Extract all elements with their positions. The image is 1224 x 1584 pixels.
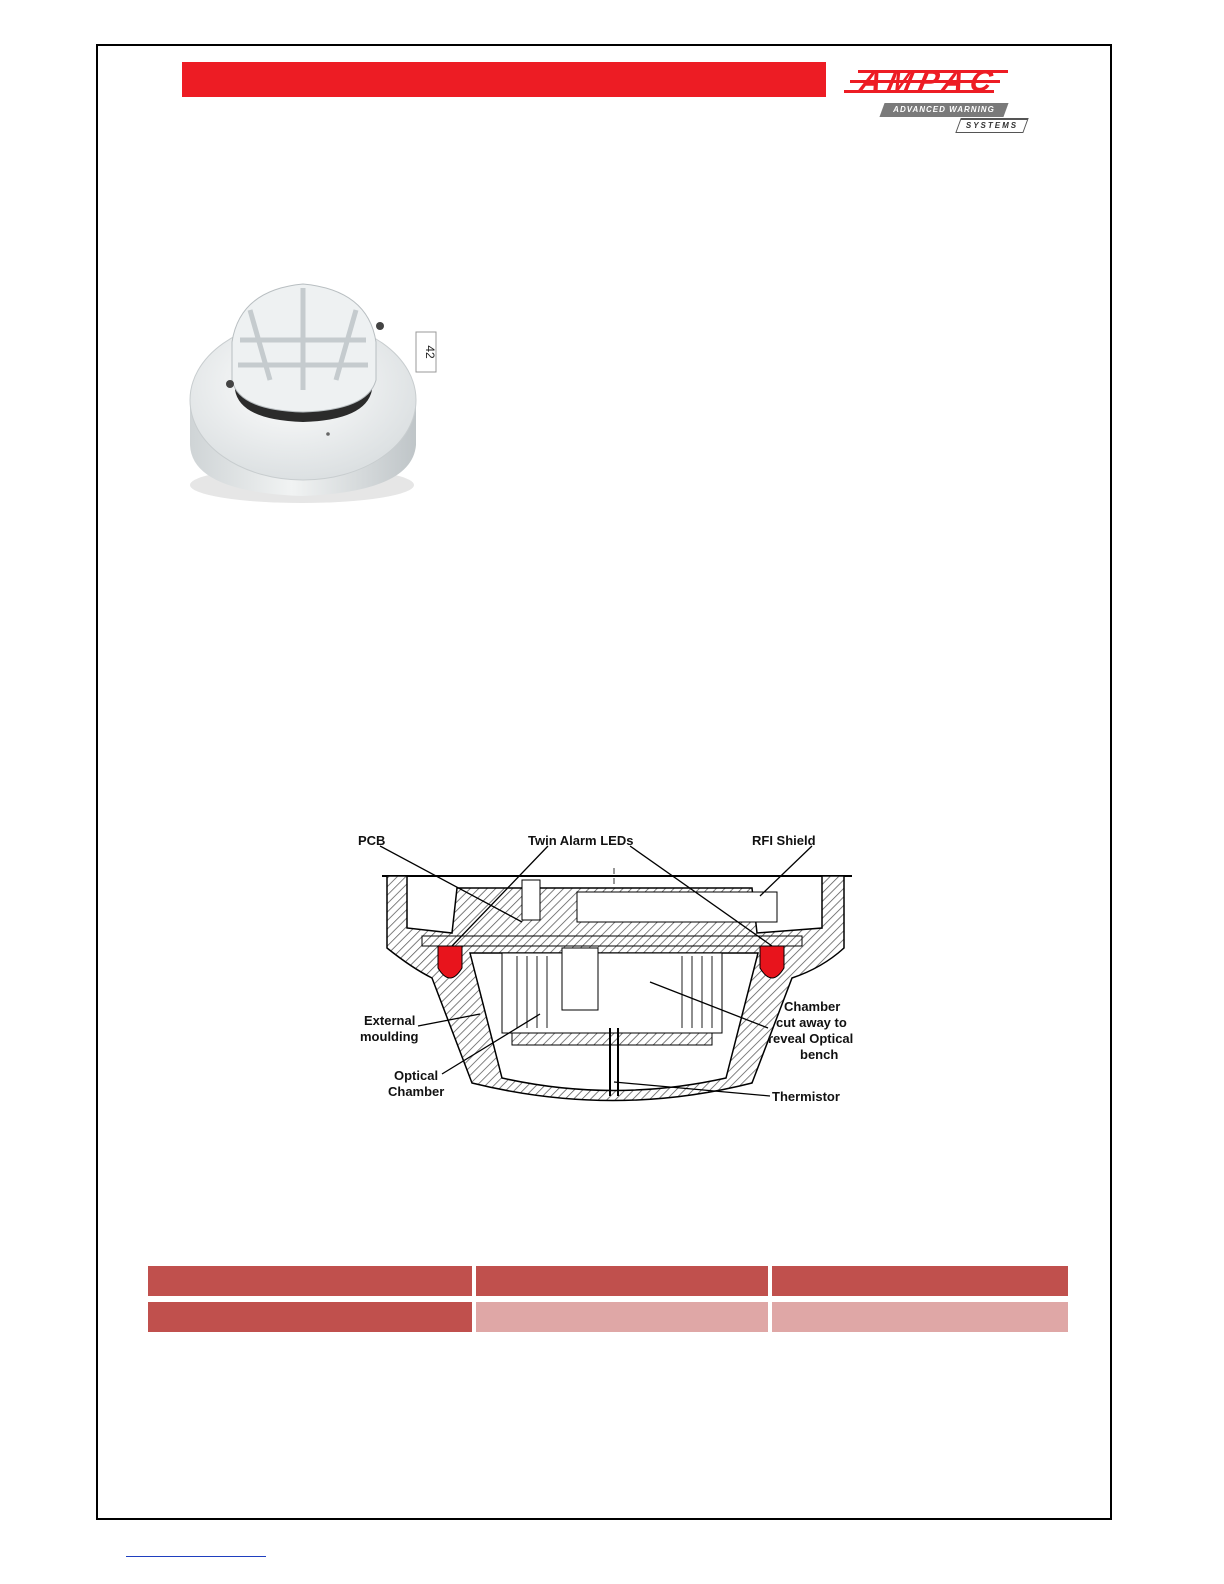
label-thermistor: Thermistor <box>772 1089 840 1104</box>
label-pcb: PCB <box>358 833 386 848</box>
label-chamber-1: Chamber <box>784 999 841 1014</box>
logo-wordmark <box>844 62 1012 104</box>
label-optical-chamber-2: Chamber <box>388 1084 445 1099</box>
footer-link-underline[interactable] <box>126 1556 266 1557</box>
detector-cutaway-diagram <box>352 828 872 1108</box>
spec-table <box>148 1266 1068 1338</box>
label-external-moulding-1: External <box>364 1013 416 1028</box>
table-row <box>148 1302 1068 1332</box>
logo-subtitle: ADVANCED WARNING <box>879 103 1008 117</box>
label-rfi-shield: RFI Shield <box>752 833 816 848</box>
label-chamber-2: cut away to <box>776 1015 847 1030</box>
label-optical-chamber-1: Optical <box>394 1068 439 1083</box>
table-cell <box>148 1266 472 1296</box>
label-chamber-4: bench <box>800 1047 839 1062</box>
label-chamber-3: reveal Optical <box>768 1031 854 1046</box>
ampac-logo <box>840 62 1030 132</box>
table-cell <box>476 1302 768 1332</box>
table-header-row <box>148 1266 1068 1296</box>
label-external-moulding-2: moulding <box>360 1029 419 1044</box>
logo-letters: AMPAC <box>856 65 1002 98</box>
logo-systems: SYSTEMS <box>955 118 1028 133</box>
header-red-bar <box>182 62 826 97</box>
table-cell <box>476 1266 768 1296</box>
label-twin-alarm-leds: Twin Alarm LEDs <box>528 833 634 848</box>
table-cell <box>772 1266 1068 1296</box>
table-cell <box>148 1302 472 1332</box>
photo-number-tag: 42 <box>423 345 437 359</box>
table-cell <box>772 1302 1068 1332</box>
detector-photo <box>180 270 450 510</box>
